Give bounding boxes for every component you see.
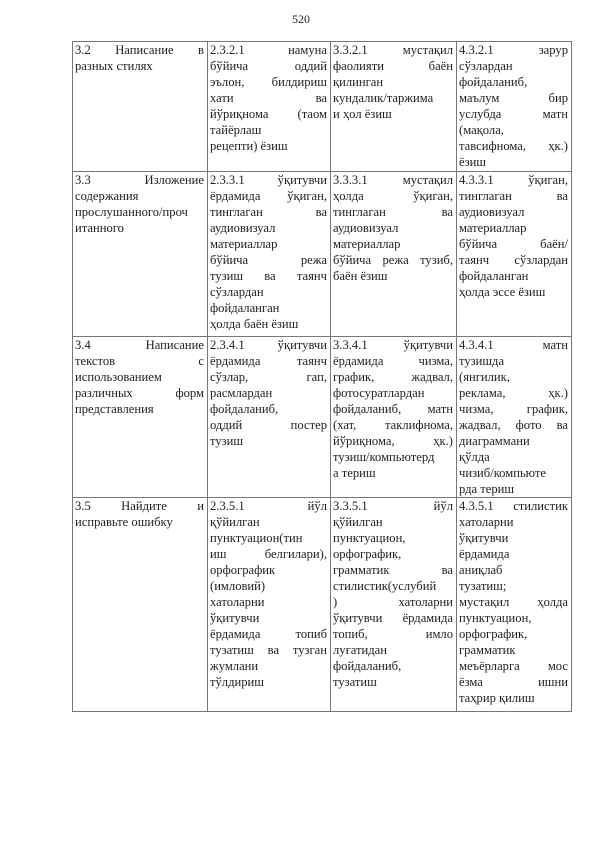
cell-text-line: мустақил ҳолда — [459, 595, 568, 609]
cell-text-line: 3.3.3.1 мустақил — [333, 173, 453, 187]
grade-4-objective-cell — [457, 172, 572, 337]
cell-text-line: 3.5 Найдите и — [75, 499, 204, 513]
cell-text-line: ) хатоларни — [333, 595, 453, 609]
cell-text-line: бўйича режа тузиб, — [333, 253, 453, 267]
cell-text-line: использованием — [75, 370, 162, 384]
cell-text-line: фойдаланган — [459, 269, 529, 283]
cell-text-line: тузиш — [210, 434, 244, 448]
cell-text-line: аниқлаб — [459, 563, 503, 577]
cell-text-line: фойдаланиб, — [333, 659, 402, 673]
cell-text-line: ўқитувчи — [210, 611, 260, 625]
table-row — [73, 498, 572, 712]
cell-text-line: пунктуацион(тин — [210, 531, 303, 545]
cell-text-line: ўқитувчи ёрдамида — [333, 611, 453, 625]
cell-text-line: фотосуратлардан — [333, 386, 425, 400]
grade-2-objective-cell — [208, 42, 331, 172]
grade-2-objective-cell — [208, 337, 331, 498]
cell-text-line: бўйича оддий — [210, 59, 327, 73]
cell-text-line: 4.3.3.1 ўқиган, — [459, 173, 568, 187]
cell-text-line: фойдаланиб, — [459, 75, 528, 89]
cell-text-line: ёрдамида — [459, 547, 510, 561]
cell-text-line: ёзиш — [459, 155, 487, 169]
cell-text-line: тайёрлаш — [210, 123, 262, 137]
cell-text-line: орфографик, — [459, 627, 528, 641]
cell-text-line: текстов с — [75, 354, 204, 368]
page-number: 520 — [292, 12, 310, 26]
grade-2-objective-cell — [208, 172, 331, 337]
cell-text-line: қилинган — [333, 75, 384, 89]
cell-text-line: тинглаган ва — [210, 205, 327, 219]
cell-text-line: қўйилган — [210, 515, 260, 529]
cell-text-line: грамматик — [459, 643, 516, 657]
cell-text-line: материаллар — [333, 237, 401, 251]
cell-text-line: график, жадвал, — [333, 370, 453, 384]
cell-text-line: ёрдамида таянч — [210, 354, 327, 368]
cell-text-line: фаолияти баён — [333, 59, 453, 73]
cell-text-line: аудиовизуал — [333, 221, 399, 235]
cell-text-line: топиб, имло — [333, 627, 453, 641]
cell-text-line: тузатиш; — [459, 579, 507, 593]
cell-text-line: қўйилган — [333, 515, 383, 529]
cell-text-line: стилистик(услубий — [333, 579, 437, 593]
cell-text-line: 2.3.3.1 ўқитувчи — [210, 173, 327, 187]
cell-text-line: чизиб/компьюте — [459, 466, 547, 480]
table-row — [73, 42, 572, 172]
cell-text-line: расмлардан — [210, 386, 273, 400]
cell-text-line: (мақола, — [459, 123, 504, 137]
cell-text-line: разных стилях — [75, 59, 153, 73]
cell-text-line: реклама, ҳк.) — [459, 386, 568, 400]
cell-text-line: 3.3.2.1 мустақил — [333, 43, 453, 57]
cell-text-line: ҳолда эссе ёзиш — [459, 285, 546, 299]
cell-text-line: хатоларни — [459, 515, 514, 529]
section-title-cell — [73, 172, 208, 337]
cell-text-line: итанного — [75, 221, 124, 235]
cell-text-line: услубда матн — [459, 107, 568, 121]
cell-text-line: а териш — [333, 466, 376, 480]
cell-text-line: жадвал, фото ва — [459, 418, 568, 432]
cell-text-line: хати ва — [210, 91, 327, 105]
cell-text-line: пунктуацион, — [333, 531, 406, 545]
grade-3-objective-cell — [331, 42, 457, 172]
cell-text-line: различных форм — [75, 386, 204, 400]
cell-text-line: ҳолда баён ёзиш — [210, 317, 299, 331]
cell-text-line: тавсифнома, ҳк.) — [459, 139, 568, 153]
cell-text-line: сўзлар, гап, — [210, 370, 327, 384]
cell-text-line: орфографик — [210, 563, 276, 577]
cell-text-line: бўйича режа — [210, 253, 327, 267]
cell-text-line: рецепти) ёзиш — [210, 139, 288, 153]
cell-text-line: 2.3.5.1 йўл — [210, 499, 327, 513]
section-title-cell — [73, 337, 208, 498]
grade-4-objective-cell — [457, 42, 572, 172]
cell-text-line: йўриқнома, ҳк.) — [333, 434, 453, 448]
grade-3-objective-cell — [331, 337, 457, 498]
cell-text-line: ёрдамида чизма, — [333, 354, 453, 368]
cell-text-line: фойдаланиб, матн — [333, 402, 453, 416]
cell-text-line: диаграммани — [459, 434, 530, 448]
cell-text-line: йўриқнома (таом — [210, 107, 327, 121]
cell-text-line: исправьте ошибку — [75, 515, 173, 529]
cell-text-line: иш белгилари), — [210, 547, 327, 561]
cell-text-line: материаллар — [210, 237, 278, 251]
cell-text-line: ёрдамида топиб — [210, 627, 327, 641]
cell-text-line: тўлдириш — [210, 675, 264, 689]
cell-text-line: маълум бир — [459, 91, 568, 105]
cell-text-line: и ҳол ёзиш — [333, 107, 392, 121]
cell-text-line: прослушанного/проч — [75, 205, 188, 219]
cell-text-line: содержания — [75, 189, 139, 203]
cell-text-line: оддий постер — [210, 418, 327, 432]
section-title-cell — [73, 42, 208, 172]
cell-text-line: 3.3 Изложение — [75, 173, 204, 187]
curriculum-table — [72, 41, 572, 712]
cell-text-line: баён ёзиш — [333, 269, 388, 283]
cell-text-line: 3.2 Написание в — [75, 43, 204, 57]
grade-2-objective-cell — [208, 498, 331, 712]
cell-text-line: 3.4 Написание — [75, 338, 204, 352]
cell-text-line: 4.3.5.1 стилистик — [459, 499, 568, 513]
cell-text-line: бўйича баён/ — [459, 237, 568, 251]
cell-text-line: тузишда — [459, 354, 505, 368]
cell-text-line: кундалик/таржима — [333, 91, 434, 105]
cell-text-line: пунктуацион, — [459, 611, 532, 625]
cell-text-line: хатоларни — [210, 595, 265, 609]
cell-text-line: грамматик ва — [333, 563, 453, 577]
cell-text-line: тузатиш ва тузган — [210, 643, 327, 657]
cell-text-line: аудиовизуал — [459, 205, 525, 219]
cell-text-line: тинглаган ва — [333, 205, 453, 219]
cell-text-line: материаллар — [459, 221, 527, 235]
cell-text-line: эълон, билдириш — [210, 75, 327, 89]
cell-text-line: таҳрир қилиш — [459, 691, 535, 705]
cell-text-line: 3.3.5.1 йўл — [333, 499, 453, 513]
cell-text-line: фойдаланиб, — [210, 402, 279, 416]
cell-text-line: 2.3.2.1 намуна — [210, 43, 327, 57]
cell-text-line: сўзлардан — [459, 59, 513, 73]
cell-text-line: тинглаган ва — [459, 189, 568, 203]
cell-text-line: рда териш — [459, 482, 515, 496]
grade-4-objective-cell — [457, 498, 572, 712]
cell-text-line: таянч сўзлардан — [459, 253, 568, 267]
cell-text-line: 2.3.4.1 ўқитувчи — [210, 338, 327, 352]
cell-text-line: 3.3.4.1 ўқитувчи — [333, 338, 453, 352]
cell-text-line: меъёрларга мос — [459, 659, 568, 673]
grade-4-objective-cell — [457, 337, 572, 498]
cell-text-line: жумлани — [210, 659, 259, 673]
cell-text-line: 4.3.4.1 матн — [459, 338, 568, 352]
cell-text-line: ёзма ишни — [459, 675, 568, 689]
cell-text-line: (янгилик, — [459, 370, 510, 384]
grade-3-objective-cell — [331, 498, 457, 712]
cell-text-line: тузиш ва таянч — [210, 269, 327, 283]
cell-text-line: чизма, график, — [459, 402, 568, 416]
cell-text-line: сўзлардан — [210, 285, 264, 299]
cell-text-line: 4.3.2.1 зарур — [459, 43, 568, 57]
cell-text-line: (имловий) — [210, 579, 266, 593]
table-row — [73, 172, 572, 337]
cell-text-line: ёрдамида ўқиган, — [210, 189, 327, 203]
cell-text-line: фойдаланган — [210, 301, 280, 315]
cell-text-line: тузатиш — [333, 675, 377, 689]
cell-text-line: представления — [75, 402, 154, 416]
cell-text-line: (хат, таклифнома, — [333, 418, 453, 432]
cell-text-line: қўлда — [459, 450, 490, 464]
section-title-cell — [73, 498, 208, 712]
cell-text-line: орфографик, — [333, 547, 402, 561]
cell-text-line: тузиш/компьютерд — [333, 450, 435, 464]
cell-text-line: луғатидан — [333, 643, 387, 657]
cell-text-line: ҳолда ўқиган, — [333, 189, 453, 203]
table-row — [73, 337, 572, 498]
grade-3-objective-cell — [331, 172, 457, 337]
cell-text-line: аудиовизуал — [210, 221, 276, 235]
cell-text-line: ўқитувчи — [459, 531, 509, 545]
